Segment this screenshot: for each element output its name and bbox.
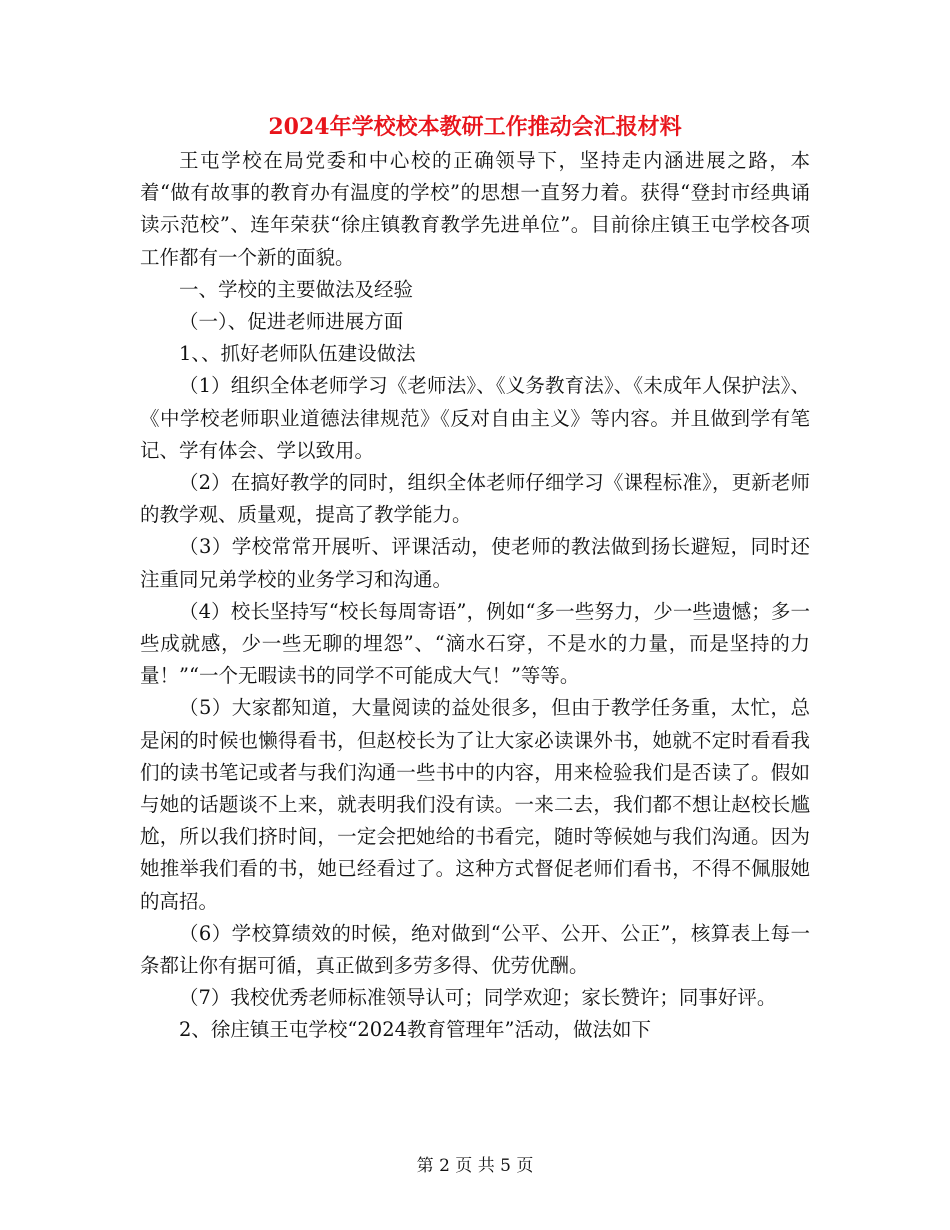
paragraph: （2）在搞好教学的同时，组织全体老师仔细学习《课程标准》，更新老师的教学观、质量观，提高了教学能力。 bbox=[140, 471, 810, 527]
item-heading: 2、徐庄镇王屯学校“2024教育管理年”活动，做法如下 bbox=[179, 1018, 651, 1042]
paragraph: （5）大家都知道，大量阅读的益处很多，但由于教学任务重，太忙，总是闲的时候也懒得看书，但赵校长为了让大家必读课外书，她就不定时看看我们的读书笔记或者与我们沟通一些书中的内容，用来检验我们是否读了。假如与她的话题谈不上来，就表明我们没有读。一来二去，我们都不想让赵校长尴尬，所以我们挤时间，一定会把她给的书看完，随时等候她与我们沟通。因为她推举我们看的书，她已经看过了。这种方式督促老师们看书，不得不佩服她的高招。 bbox=[140, 696, 810, 913]
subsection-heading: （一）、促进老师进展方面 bbox=[179, 310, 404, 334]
paragraph: （7）我校优秀老师标准领导认可；同学欢迎；家长赞许；同事好评。 bbox=[179, 986, 777, 1010]
paragraph: （1）组织全体老师学习《老师法》、《义务教育法》、《未成年人保护法》、《中学校老师职业道德法律规范》《反对自由主义》等内容。并且做到学有笔记、学有体会、学以致用。 bbox=[140, 374, 810, 462]
paragraph: （4）校长坚持写“校长每周寄语”，例如“多一些努力，少一些遗憾；多一些成就感，少一些无聊的埋怨”、“滴水石穿，不是水的力量，而是坚持的力量！”“一个无暇读书的同学不可能成大气！”等等。 bbox=[140, 599, 810, 688]
paragraph: （6）学校算绩效的时候，绝对做到“公平、公开、公正”，核算表上每一条都让你有据可循，真正做到多劳多得、优劳优酬。 bbox=[140, 921, 810, 978]
page-footer: 第 2 页 共 5 页 bbox=[416, 1156, 534, 1176]
paragraph: 王屯学校在局党委和中心校的正确领导下，坚持走内涵进展之路，本着“做有故事的教育办有温度的学校”的思想一直努力着。获得“登封市经典诵读示范校”、连年荣获“徐庄镇教育教学先进单位”。目前徐庄镇王屯学校各项工作都有一个新的面貌。 bbox=[140, 149, 810, 269]
paragraph: （3）学校常常开展听、评课活动，使老师的教法做到扬长避短，同时还注重同兄弟学校的业务学习和沟通。 bbox=[140, 535, 810, 591]
document-title: 2024年学校校本教研工作推动会汇报材料 bbox=[268, 114, 682, 140]
document-body bbox=[140, 145, 810, 1047]
item-heading: 1、、抓好老师队伍建设做法 bbox=[179, 342, 416, 366]
section-heading: 一、学校的主要做法及经验 bbox=[179, 277, 414, 301]
